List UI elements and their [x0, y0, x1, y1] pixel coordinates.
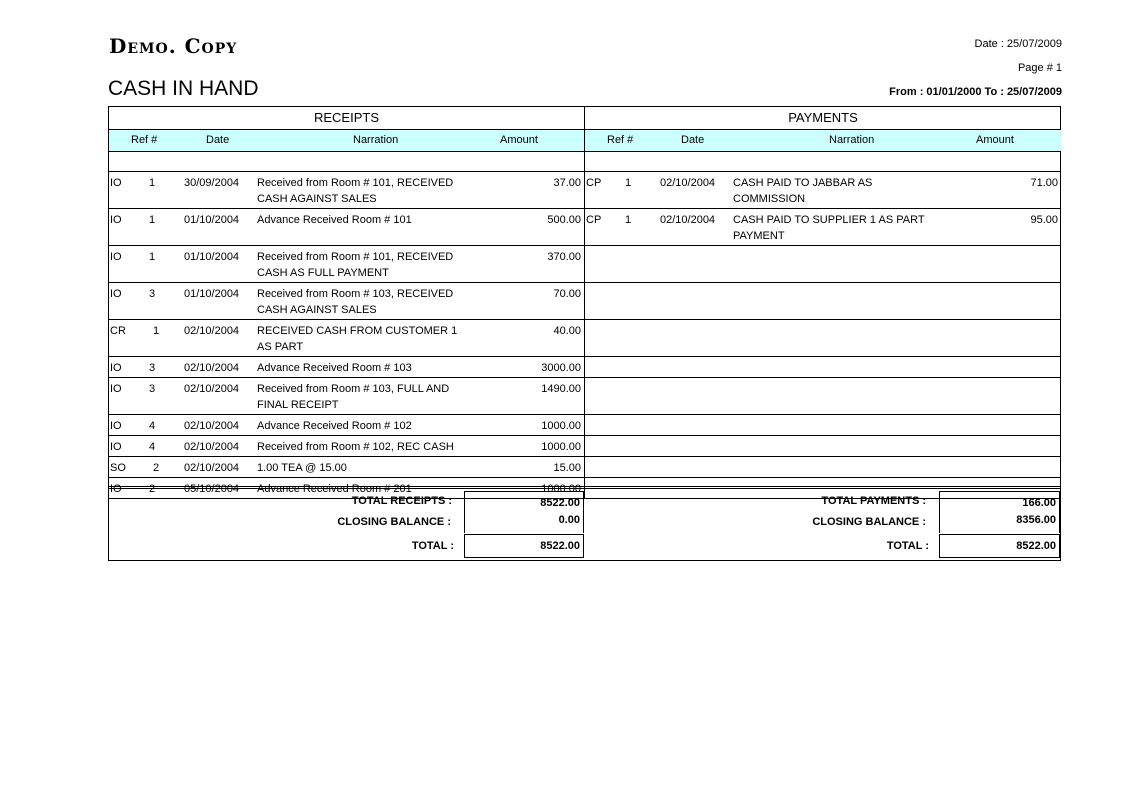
- ref-type: IO: [110, 288, 122, 300]
- row-date: 02/10/2004: [184, 462, 240, 474]
- row-amount: 40.00: [553, 325, 581, 337]
- table-row: [109, 172, 584, 209]
- table-row: [109, 457, 584, 478]
- ref-number: 3: [149, 288, 156, 300]
- receipt-rows: [109, 172, 584, 499]
- table-row: [109, 436, 584, 457]
- row-date: 01/10/2004: [184, 288, 240, 300]
- ref-number: 1: [149, 214, 156, 226]
- row-amount: 1000.00: [541, 420, 581, 432]
- grand-total-label: TOTAL :: [411, 540, 454, 552]
- row-amount: 1490.00: [541, 383, 581, 395]
- ref-number: 2: [153, 462, 160, 474]
- ref-number: 2: [149, 483, 156, 495]
- grand-total-label: TOTAL :: [886, 540, 929, 552]
- closing-balance-value: 0.00: [558, 514, 580, 526]
- closing-balance-label: CLOSING BALANCE :: [337, 516, 451, 528]
- row-narration: Advance Received Room # 101: [257, 214, 412, 226]
- row-date: 05/10/2004: [184, 483, 240, 495]
- row-date: 30/09/2004: [184, 177, 240, 189]
- col-ref: Ref #: [131, 134, 158, 146]
- table-row: [109, 320, 584, 357]
- row-narration: Received from Room # 101, RECEIVED CASH AS FULL PAYMENT: [257, 251, 454, 279]
- row-amount: 1000.00: [541, 441, 581, 453]
- payment-rows: [585, 172, 1061, 499]
- row-amount: 500.00: [547, 214, 581, 226]
- row-date: 02/10/2004: [660, 177, 716, 189]
- row-narration: 1.00 TEA @ 15.00: [257, 462, 347, 474]
- row-narration: Received from Room # 103, RECEIVED CASH AGAINST SALES: [257, 288, 454, 316]
- row-amount: 370.00: [547, 251, 581, 263]
- ref-number: 4: [149, 441, 156, 453]
- date-range: From : 01/01/2000 To : 25/07/2009: [889, 86, 1062, 98]
- receipts-column-header: [109, 130, 584, 152]
- ref-number: 1: [153, 325, 160, 337]
- row-date: 02/10/2004: [184, 441, 240, 453]
- total-payments-label: TOTAL PAYMENTS :: [821, 495, 926, 507]
- col-date: Date: [681, 134, 705, 146]
- total-receipts-value: 8522.00: [540, 497, 580, 509]
- table-row: [109, 415, 584, 436]
- table-row: [109, 209, 584, 246]
- col-ref: Ref #: [607, 134, 634, 146]
- row-amount: 95.00: [1030, 214, 1058, 226]
- col-narration: Narration: [829, 134, 875, 146]
- row-narration: CASH PAID TO JABBAR AS COMMISSION: [733, 177, 873, 205]
- row-narration: Received from Room # 103, FULL AND FINAL RECEIPT: [257, 383, 450, 411]
- ref-number: 1: [625, 214, 632, 226]
- table-row: [109, 246, 584, 283]
- row-narration: Advance Received Room # 201: [257, 483, 412, 495]
- payments-total-box: [939, 491, 1060, 533]
- closing-balance-label: CLOSING BALANCE :: [812, 516, 926, 528]
- table-row: [585, 436, 1061, 457]
- row-narration: Received from Room # 102, REC CASH: [257, 441, 454, 453]
- ref-type: IO: [110, 251, 122, 263]
- ref-type: IO: [110, 177, 122, 189]
- row-narration: Advance Received Room # 102: [257, 420, 412, 432]
- row-narration: Received from Room # 101, RECEIVED CASH AGAINST SALES: [257, 177, 454, 205]
- receipts-heading: RECEIPTS: [109, 107, 584, 130]
- ref-type: IO: [110, 420, 122, 432]
- table-row: [585, 378, 1061, 415]
- ref-type: SO: [110, 462, 126, 474]
- report-date: Date : 25/07/2009: [974, 38, 1062, 50]
- table-row: [585, 457, 1061, 478]
- row-narration: RECEIVED CASH FROM CUSTOMER 1 AS PART: [257, 325, 458, 353]
- payments-heading: PAYMENTS: [585, 107, 1061, 130]
- table-row: [109, 357, 584, 378]
- payments-section: [584, 107, 1061, 499]
- ref-number: 1: [149, 177, 156, 189]
- row-date: 02/10/2004: [184, 383, 240, 395]
- totals-section: [109, 488, 1060, 561]
- row-amount: 1000.00: [541, 483, 581, 495]
- col-amount: Amount: [500, 134, 538, 146]
- payments-grand-total-value: 8522.00: [939, 534, 1060, 558]
- col-date: Date: [206, 134, 230, 146]
- col-amount: Amount: [976, 134, 1014, 146]
- total-payments-value: 166.00: [1022, 497, 1056, 509]
- table-row: [109, 283, 584, 320]
- row-date: 02/10/2004: [184, 325, 240, 337]
- row-narration: Advance Received Room # 103: [257, 362, 412, 374]
- receipts-section: [109, 107, 584, 499]
- row-amount: 70.00: [553, 288, 581, 300]
- row-date: 01/10/2004: [184, 251, 240, 263]
- row-amount: 71.00: [1030, 177, 1058, 189]
- receipts-total-box: [464, 491, 584, 533]
- row-amount: 3000.00: [541, 362, 581, 374]
- table-row: [585, 209, 1061, 246]
- ref-number: 1: [625, 177, 632, 189]
- blank-row: [109, 152, 584, 172]
- report-title: CASH IN HAND: [108, 77, 259, 100]
- page-number: Page # 1: [1017, 62, 1062, 74]
- payments-column-header: [585, 130, 1061, 152]
- ref-number: 4: [149, 420, 156, 432]
- table-row: [585, 283, 1061, 320]
- closing-balance-value: 8356.00: [1016, 514, 1056, 526]
- table-row: [585, 415, 1061, 436]
- table-row: [585, 320, 1061, 357]
- ref-type: IO: [110, 214, 122, 226]
- receipts-grand-total-value: 8522.00: [464, 534, 584, 558]
- ref-number: 3: [149, 362, 156, 374]
- table-row: [585, 246, 1061, 283]
- row-amount: 15.00: [553, 462, 581, 474]
- row-date: 02/10/2004: [184, 420, 240, 432]
- ref-type: CP: [586, 177, 602, 189]
- ref-type: IO: [110, 383, 122, 395]
- blank-row: [585, 152, 1061, 172]
- ref-type: CP: [586, 214, 602, 226]
- table-row: [109, 378, 584, 415]
- table-row: [585, 172, 1061, 209]
- ref-number: 1: [149, 251, 156, 263]
- table-row: [585, 357, 1061, 378]
- row-date: 02/10/2004: [660, 214, 716, 226]
- demo-copy-label: Demo. Copy: [109, 34, 238, 58]
- cash-report-table: [108, 106, 1061, 561]
- ref-number: 3: [149, 383, 156, 395]
- row-date: 01/10/2004: [184, 214, 240, 226]
- ref-type: IO: [110, 362, 122, 374]
- ref-type: IO: [110, 441, 122, 453]
- ref-type: IO: [110, 483, 122, 495]
- total-receipts-label: TOTAL RECEIPTS :: [351, 495, 452, 507]
- row-amount: 37.00: [553, 177, 581, 189]
- col-narration: Narration: [353, 134, 399, 146]
- ref-type: CR: [110, 325, 126, 337]
- row-narration: CASH PAID TO SUPPLIER 1 AS PART PAYMENT: [733, 214, 925, 242]
- row-date: 02/10/2004: [184, 362, 240, 374]
